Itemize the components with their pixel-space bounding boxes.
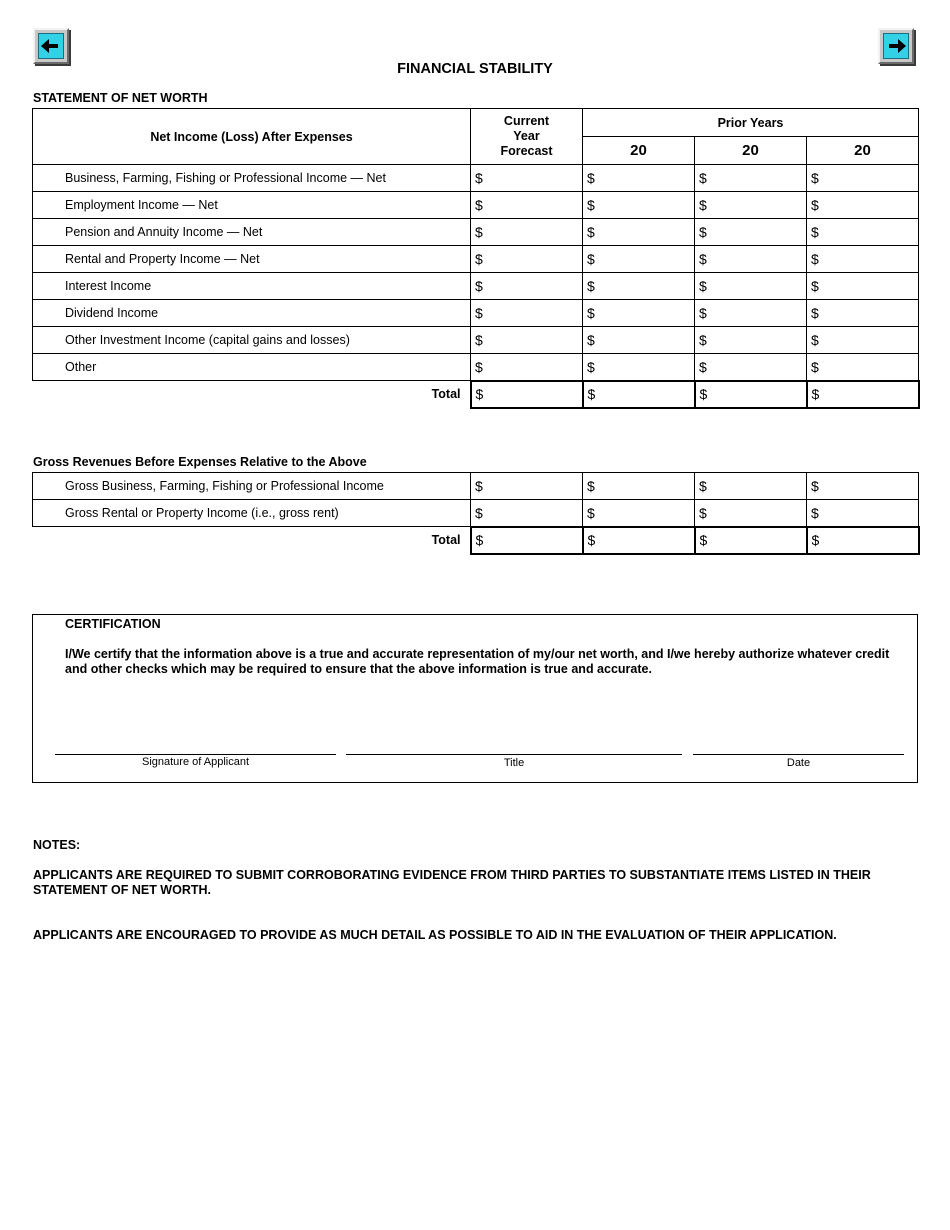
gross-revenues-table <box>32 472 920 555</box>
table-row <box>33 327 919 354</box>
row-label: Gross Business, Farming, Fishing or Professional Income <box>33 473 471 500</box>
amount-field-prior-2[interactable]: $ <box>695 192 807 219</box>
amount-field-current[interactable]: $ <box>471 473 583 500</box>
amount-field-prior-1[interactable]: $ <box>583 300 695 327</box>
table-row <box>33 473 919 500</box>
amount-field-prior-3[interactable]: $ <box>807 354 919 381</box>
amount-field-prior-1[interactable]: $ <box>583 500 695 527</box>
amount-field-prior-3[interactable]: $ <box>807 219 919 246</box>
note-detail: APPLICANTS ARE ENCOURAGED TO PROVIDE AS MUCH DETAIL AS POSSIBLE TO AID IN THE EVALUATION OF THEIR APPLICATION. <box>33 928 837 942</box>
row-label: Employment Income — Net <box>33 192 471 219</box>
amount-field-prior-2[interactable]: $ <box>695 273 807 300</box>
amount-field-prior-2[interactable]: $ <box>695 327 807 354</box>
amount-field-prior-3[interactable]: $ <box>807 300 919 327</box>
row-label: Business, Farming, Fishing or Professional Income — Net <box>33 165 471 192</box>
amount-field-current[interactable]: $ <box>471 354 583 381</box>
title-label: Title <box>503 757 525 769</box>
amount-field-prior-3[interactable]: $ <box>807 473 919 500</box>
prior-year-2-field[interactable]: 20 <box>695 137 807 165</box>
amount-field-prior-2[interactable]: $ <box>695 219 807 246</box>
table-row <box>33 354 919 381</box>
amount-field-prior-1[interactable]: $ <box>583 192 695 219</box>
table-row <box>33 219 919 246</box>
amount-field-prior-2[interactable]: $ <box>695 473 807 500</box>
certification-heading: CERTIFICATION <box>65 617 161 631</box>
table-row <box>33 246 919 273</box>
net-worth-table <box>32 108 920 409</box>
amount-field-prior-2[interactable]: $ <box>695 300 807 327</box>
amount-field-prior-2[interactable]: $ <box>695 246 807 273</box>
arrow-left-icon <box>38 33 64 59</box>
total-prior-2-field[interactable]: $ <box>695 381 807 408</box>
gross-total-label: Total <box>33 527 471 554</box>
amount-field-prior-1[interactable]: $ <box>583 473 695 500</box>
income-column-header: Net Income (Loss) After Expenses <box>33 109 471 165</box>
amount-field-prior-2[interactable]: $ <box>695 354 807 381</box>
date-line[interactable] <box>693 754 904 755</box>
amount-field-current[interactable]: $ <box>471 246 583 273</box>
prior-year-3-field[interactable]: 20 <box>807 137 919 165</box>
table-row <box>33 273 919 300</box>
amount-field-prior-3[interactable]: $ <box>807 327 919 354</box>
amount-field-current[interactable]: $ <box>471 273 583 300</box>
row-label: Pension and Annuity Income — Net <box>33 219 471 246</box>
gross-total-current-field[interactable]: $ <box>471 527 583 554</box>
net-worth-section-label: STATEMENT OF NET WORTH <box>33 91 208 105</box>
gross-total-prior-3-field[interactable]: $ <box>807 527 919 554</box>
signature-line[interactable] <box>55 754 336 755</box>
amount-field-prior-1[interactable]: $ <box>583 219 695 246</box>
current-year-forecast-header: Current Year Forecast <box>471 109 583 165</box>
note-corroborating-evidence: APPLICANTS ARE REQUIRED TO SUBMIT CORROBORATING EVIDENCE FROM THIRD PARTIES TO SUBSTANTIATE ITEMS LISTED IN THEIR STATEMENT OF NET WORTH. <box>33 868 871 897</box>
prior-years-header: Prior Years <box>583 109 919 137</box>
amount-field-current[interactable]: $ <box>471 300 583 327</box>
row-label: Other <box>33 354 471 381</box>
amount-field-current[interactable]: $ <box>471 327 583 354</box>
amount-field-prior-3[interactable]: $ <box>807 165 919 192</box>
amount-field-current[interactable]: $ <box>471 219 583 246</box>
amount-field-prior-1[interactable]: $ <box>583 246 695 273</box>
total-current-field[interactable]: $ <box>471 381 583 408</box>
amount-field-current[interactable]: $ <box>471 500 583 527</box>
certification-box <box>32 614 918 783</box>
amount-field-prior-3[interactable]: $ <box>807 500 919 527</box>
amount-field-current[interactable]: $ <box>471 165 583 192</box>
amount-field-prior-1[interactable]: $ <box>583 354 695 381</box>
previous-page-button[interactable] <box>33 28 69 64</box>
date-label: Date <box>786 757 811 769</box>
table-row <box>33 500 919 527</box>
signature-label: Signature of Applicant <box>141 756 250 768</box>
prior-year-1-field[interactable]: 20 <box>583 137 695 165</box>
arrow-right-icon <box>883 33 909 59</box>
table-row <box>33 300 919 327</box>
amount-field-prior-2[interactable]: $ <box>695 165 807 192</box>
total-prior-3-field[interactable]: $ <box>807 381 919 408</box>
row-label: Other Investment Income (capital gains and losses) <box>33 327 471 354</box>
certification-statement: I/We certify that the information above is a true and accurate representation of my/our net worth, and I/we hereby authorize whatever credit and other checks which may be required to ensure that the above information is true and accurate. <box>65 647 890 676</box>
title-line[interactable] <box>346 754 682 755</box>
row-label: Gross Rental or Property Income (i.e., gross rent) <box>33 500 471 527</box>
table-row <box>33 192 919 219</box>
row-label: Dividend Income <box>33 300 471 327</box>
notes-heading: NOTES: <box>33 838 81 852</box>
amount-field-current[interactable]: $ <box>471 192 583 219</box>
gross-total-prior-2-field[interactable]: $ <box>695 527 807 554</box>
row-label: Interest Income <box>33 273 471 300</box>
net-worth-total-label: Total <box>33 381 471 408</box>
row-label: Rental and Property Income — Net <box>33 246 471 273</box>
gross-revenues-section-label: Gross Revenues Before Expenses Relative to the Above <box>33 455 367 469</box>
table-row <box>33 165 919 192</box>
gross-total-prior-1-field[interactable]: $ <box>583 527 695 554</box>
page-title: FINANCIAL STABILITY <box>397 61 553 77</box>
amount-field-prior-2[interactable]: $ <box>695 500 807 527</box>
total-prior-1-field[interactable]: $ <box>583 381 695 408</box>
next-page-button[interactable] <box>878 28 914 64</box>
amount-field-prior-1[interactable]: $ <box>583 165 695 192</box>
amount-field-prior-1[interactable]: $ <box>583 327 695 354</box>
amount-field-prior-3[interactable]: $ <box>807 273 919 300</box>
amount-field-prior-3[interactable]: $ <box>807 246 919 273</box>
amount-field-prior-1[interactable]: $ <box>583 273 695 300</box>
amount-field-prior-3[interactable]: $ <box>807 192 919 219</box>
